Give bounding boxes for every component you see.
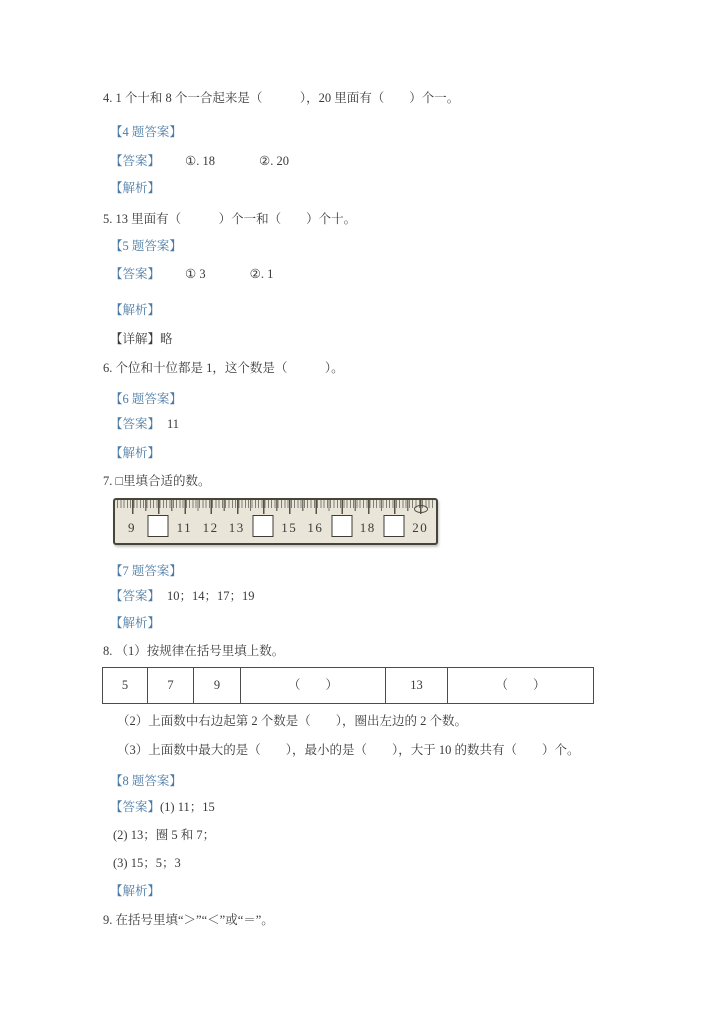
question-7-analysis-label: 【解析】 [110,616,161,630]
ruler-number: 13 [228,520,245,535]
answer-part-2: ②. 20 [258,154,289,168]
question-8-text: 8. （1）按规律在括号里填上数。 [103,644,285,658]
question-8-analysis-label: 【解析】 [110,884,161,898]
answer-value: 11 [167,417,180,431]
ruler-number: 18 [359,520,376,535]
table-cell: 5 [103,668,148,703]
question-8-sub2-text: （2）上面数中右边起第 2 个数是（ ），圈出左边的 2 个数。 [117,714,468,728]
answer-label: 【答案】 [110,417,161,431]
answer-part-2: ②. 1 [249,267,274,281]
ruler-major-ticks [132,500,434,514]
ruler-number: 9 [128,520,136,535]
ruler-illustration [113,498,438,545]
table-cell: 9 [194,668,241,703]
ruler-number: 15 [281,520,298,535]
question-8-answer-line-1 [110,799,215,815]
ruler-number: 11 [176,520,193,535]
question-5-detail-line [110,331,173,347]
detail-label: 【详解】 [110,332,161,346]
table-cell: 13 [386,668,448,703]
question-8-answer-line-2: (2) 13；圈 5 和 7； [113,828,216,842]
answer-value: (1) 11；15 [160,800,215,814]
ruler-number: 16 [307,520,324,535]
question-5-text: 5. 13 里面有（ ）个一和（ ）个十。 [103,212,357,226]
ruler-blank-box [148,515,169,537]
table-cell: （ ） [495,678,546,692]
ruler-blank-box [331,515,352,537]
question-5-answer-header: 【5 题答案】 [110,239,182,253]
question-5-answer-line [110,266,273,282]
question-8-answer-line-3: (3) 15；5；3 [113,856,181,870]
ruler-number: 12 [202,520,219,535]
answer-part-1: ① 3 [185,267,206,281]
question-4-answer-header: 【4 题答案】 [110,125,182,139]
answer-value: 10；14；17；19 [167,589,255,603]
question-8-answer-header: 【8 题答案】 [110,774,182,788]
question-6-answer-line [110,416,179,432]
question-7-answer-header: 【7 题答案】 [110,564,182,578]
question-8-sub3-text: （3）上面数中最大的是（ ），最小的是（ ），大于 10 的数共有（ ）个。 [117,743,580,757]
number-sequence-table [102,667,594,704]
detail-text: 略 [160,332,173,346]
ruler-blank-box [253,515,274,537]
question-6-analysis-label: 【解析】 [110,446,161,460]
question-9-text: 9. 在括号里填“＞”“＜”或“＝”。 [103,913,274,927]
table-cell: 7 [148,668,194,703]
question-4-analysis-label: 【解析】 [110,181,161,195]
ruler-hole-icon [414,505,428,513]
ruler-number: 20 [412,520,429,535]
question-6-text: 6. 个位和十位都是 1，这个数是（ ）。 [103,361,344,375]
question-4-answer-line [110,153,289,169]
answer-label: 【答案】 [110,589,161,603]
question-4-text: 4. 1 个十和 8 个一合起来是（ ），20 里面有（ ）个一。 [103,91,460,105]
question-5-analysis-label: 【解析】 [110,303,161,317]
answer-label: 【答案】 [110,267,161,281]
question-7-text: 7. □里填合适的数。 [103,474,211,488]
answer-part-1: ①. 18 [185,154,215,168]
question-7-answer-line [110,588,255,604]
table-cell: （ ） [241,668,386,703]
question-6-answer-header: 【6 题答案】 [110,392,182,406]
ruler-blank-box [384,515,405,537]
answer-label: 【答案】 [110,800,161,814]
answer-label: 【答案】 [110,154,161,168]
